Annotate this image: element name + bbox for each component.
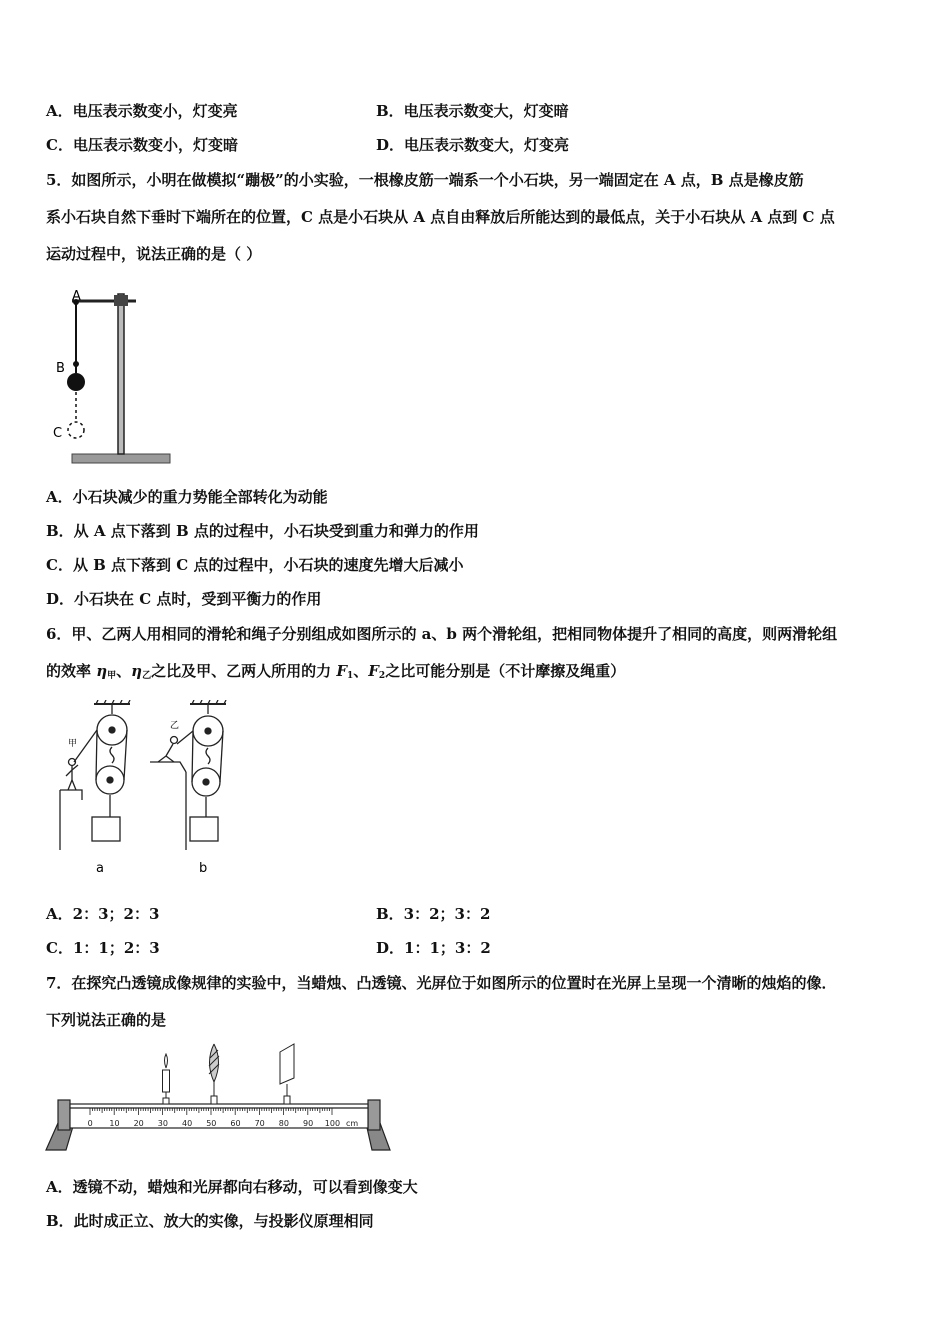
load-a (92, 817, 120, 841)
candle (163, 1054, 170, 1104)
q5-stem-line1: 5．如图所示，小明在做模拟“蹦极”的小实验，一根橡皮筋一端系一个小石块，另一端固定在 A 点，B 点是橡皮筋 (46, 171, 804, 189)
person-a-label: 甲 (68, 739, 78, 749)
bench-tick-label: 100 (324, 1119, 341, 1128)
stone (67, 373, 85, 391)
sub-1: 1 (346, 671, 354, 681)
q6-stem-line1: 6．甲、乙两人用相同的滑轮和绳子分别组成如图所示的 a、b 两个滑轮组，把相同物体提升了相同的高度，则两滑轮组 (46, 625, 838, 643)
q6-stem-part2: 之比及甲、乙两人所用的力 (151, 662, 337, 680)
optical-bench-figure (44, 1038, 394, 1156)
bench-tick-label: 40 (182, 1119, 193, 1128)
load-b (190, 817, 218, 841)
q5-stem-line2: 系小石块自然下垂时下端所在的位置，C 点是小石块从 A 点自由释放后所能达到的最低点，关于小石块从 A 点到 C 点 (46, 208, 835, 226)
q7-option-b: B．此时成正立、放大的实像，与投影仪原理相同 (46, 1212, 374, 1230)
q6-stem-line2 (46, 661, 625, 686)
label-c: C (53, 426, 63, 441)
bench-tick-label: 20 (133, 1119, 144, 1128)
q5-option-d: D．小石块在 C 点时，受到平衡力的作用 (46, 590, 322, 608)
bench-end-right (368, 1100, 380, 1130)
q6-option-b: B．3：2；3：2 (376, 905, 491, 923)
q6-stem-part1: 的效率 (46, 662, 97, 680)
label-system-a: a (96, 861, 104, 876)
bench-tick-label: 0 (87, 1119, 93, 1128)
pulley-figure (52, 700, 247, 880)
candle-body (163, 1070, 170, 1092)
separator-2: 、 (353, 662, 369, 680)
q4-option-b: B．电压表示数变大，灯变暗 (376, 102, 569, 120)
sub-yi: 乙 (142, 671, 152, 681)
eta-symbol-2: η (131, 662, 143, 680)
stand-pole (118, 294, 124, 454)
q5-option-b: B．从 A 点下落到 B 点的过程中，小石块受到重力和弹力的作用 (46, 522, 479, 540)
convex-lens (209, 1044, 219, 1104)
light-screen (280, 1044, 294, 1104)
force-f1: F (336, 662, 347, 680)
q4-option-a: A．电压表示数变小，灯变亮 (46, 102, 238, 120)
label-a: A (72, 289, 81, 304)
bench-tick-label: 80 (278, 1119, 289, 1128)
q6-option-c: C．1：1；2：3 (46, 939, 160, 957)
candle-flame (165, 1054, 168, 1068)
q4-option-c: C．电压表示数变小，灯变暗 (46, 136, 238, 154)
point-c-dashed (68, 422, 84, 438)
stand-clamp (114, 295, 128, 306)
stand-base (72, 454, 170, 463)
force-f2: F (368, 662, 379, 680)
label-system-b: b (199, 861, 208, 876)
bench-end-left (58, 1100, 70, 1130)
q5-option-a: A．小石块减少的重力势能全部转化为动能 (46, 488, 328, 506)
q6-option-a: A．2：3；2：3 (46, 905, 160, 923)
bench-tick-label: 90 (303, 1119, 314, 1128)
q7-stem-line1: 7．在探究凸透镜成像规律的实验中，当蜡烛、凸透镜、光屏位于如图所示的位置时在光屏上呈现一个清晰的烛焰的像． (46, 974, 837, 992)
bench-tick-label: 60 (230, 1119, 241, 1128)
bungee-figure (50, 282, 175, 467)
sub-jia: 甲 (107, 671, 117, 681)
q7-option-a: A．透镜不动，蜡烛和光屏都向右移动，可以看到像变大 (46, 1178, 418, 1196)
separator: 、 (116, 662, 132, 680)
q6-stem-part3: 之比可能分别是（不计摩擦及绳重） (385, 662, 626, 680)
q4-option-d: D．电压表示数变大，灯变亮 (376, 136, 570, 154)
bench-tick-label: 10 (109, 1119, 120, 1128)
bench-tick-label: 30 (157, 1119, 168, 1128)
q5-stem-line3: 运动过程中，说法正确的是（ ） (46, 245, 262, 263)
q7-stem-line2: 下列说法正确的是 (46, 1011, 167, 1029)
q5-option-c: C．从 B 点下落到 C 点的过程中，小石块的速度先增大后减小 (46, 556, 464, 574)
person-b-head (171, 737, 178, 744)
q6-option-d: D．1：1；3：2 (376, 939, 491, 957)
eta-symbol: η (96, 662, 108, 680)
sub-2: 2 (378, 671, 386, 681)
label-b: B (56, 361, 65, 376)
bench-tick-label: 70 (254, 1119, 265, 1128)
person-b-label: 乙 (170, 721, 180, 731)
bench-tick-label: 50 (206, 1119, 217, 1128)
unit-label: cm (346, 1119, 359, 1128)
